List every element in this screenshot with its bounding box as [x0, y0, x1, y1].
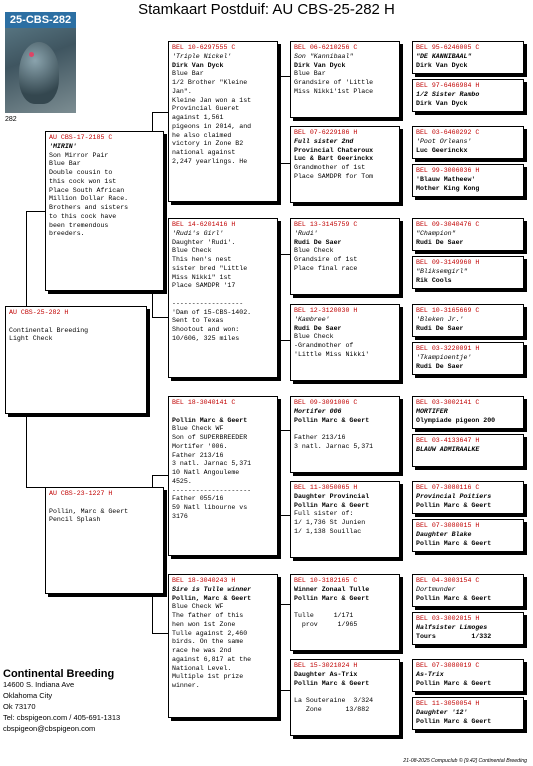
detail-line: Dirk Van Dyck [172, 61, 224, 69]
detail-line: 3 natl. Jarnac 5,371 [172, 460, 252, 468]
detail-line: Pollin Marc & Geert [416, 679, 492, 687]
detail-line: Pollin Marc & Geert [416, 539, 492, 547]
photo-label: 25-CBS-282 [5, 12, 76, 28]
breeder-info [3, 668, 120, 734]
detail-line: Full sister 2nd [294, 137, 354, 145]
detail-line: Rudi De Saer [294, 238, 342, 246]
ring-number: BEL 95-6246005 C [416, 44, 480, 51]
ring-number: BEL 07-6229186 H [294, 129, 358, 136]
detail-line: Blue Check [294, 333, 334, 341]
detail-line: Winner Zonaal Tulle [294, 585, 370, 593]
detail-line: Provincial Gueret [172, 105, 240, 113]
great-great-grandparent-card [412, 164, 524, 197]
sire-dam-card [168, 218, 278, 378]
detail-line: Jan". [172, 87, 192, 95]
connector [278, 690, 290, 691]
detail-line: Place SAMDPR for Tom [294, 172, 374, 180]
ring-number: AU CBS-23-1227 H [49, 490, 113, 497]
detail-line: Luc Geerinckx [416, 146, 468, 154]
detail-line: 3176 [172, 512, 188, 520]
detail-line: breeders. [49, 230, 85, 238]
detail-line: Multiple 1st prize [172, 673, 244, 681]
page-title: Stamkaart Postduif: AU CBS-25-282 H [138, 1, 395, 18]
detail-line: 4525. [172, 477, 192, 485]
ring-number: BEL 03-3002141 C [416, 399, 480, 406]
detail-line: victory in Zone B2 [172, 140, 244, 148]
detail-line: Brothers and sisters [49, 204, 129, 212]
great-great-grandparent-card [412, 79, 524, 112]
pigeon-details [172, 408, 274, 522]
connector [26, 487, 45, 488]
detail-line: Pollin, Marc & Geert [49, 507, 129, 515]
connector [152, 317, 168, 318]
detail-line: Pollin Marc & Geert [294, 501, 370, 509]
detail-line: Place final race [294, 264, 358, 272]
ring-number: BEL 10-3182165 C [294, 577, 358, 584]
detail-line: Rudi De Saer [294, 324, 342, 332]
ring-number: BEL 18-3040141 C [172, 399, 236, 406]
ring-number: BEL 06-6210256 C [294, 44, 358, 51]
detail-line: Daughter Blake [416, 530, 472, 538]
detail-line: race he was 2nd [172, 647, 232, 655]
detail-line: Blue Check [172, 247, 212, 255]
great-great-grandparent-card [412, 612, 524, 645]
footer: 21-08-2025 Compuclub © [9.42] Continental Breeding [403, 758, 527, 764]
subject-pigeon-card [5, 306, 147, 414]
great-great-grandparent-card [412, 659, 524, 692]
detail-line: 'Bleken Jr.' [416, 315, 464, 323]
dam-card [45, 487, 164, 594]
detail-line: 'Little Miss Nikki' [294, 350, 370, 358]
ring-number: BEL 11-3050065 H [294, 484, 358, 491]
detail-line: Son of SUPERBREEDER [172, 434, 248, 442]
detail-line: 10/606, 325 miles [172, 334, 240, 342]
ring-number: BEL 03-6460292 C [416, 129, 480, 136]
connector [152, 112, 168, 113]
great-grandparent-card [290, 481, 400, 558]
ring-number: BEL 13-3145759 C [294, 221, 358, 228]
detail-line: Dirk Van Dyck [294, 61, 346, 69]
detail-line: Tulle against 2,460 [172, 629, 248, 637]
great-grandparent-card [290, 659, 400, 736]
detail-line: Father 213/16 [172, 451, 224, 459]
connector [278, 430, 290, 431]
detail-line: Full sister of: [294, 510, 354, 518]
detail-line: Mother King Kong [416, 184, 480, 192]
detail-line: national against [172, 149, 236, 157]
detail-line: against 6,817 at the [172, 655, 252, 663]
great-great-grandparent-card [412, 396, 524, 429]
detail-line: Tulle 1/171 [294, 612, 354, 620]
detail-line: Blue Bar [172, 70, 204, 78]
pigeon-details [172, 53, 274, 167]
detail-line: 2,247 yearlings. He [172, 157, 248, 165]
photo-caption: 282 [5, 116, 17, 123]
detail-line: Olympiade pigeon 200 [416, 416, 496, 424]
pigeon-details [49, 499, 160, 525]
detail-line: Pencil Splash [49, 516, 101, 524]
ring-number: BEL 14-6201416 H [172, 221, 236, 228]
detail-line: 'Rudi' [294, 229, 318, 237]
detail-line: BLAUW ADMIRAALKE [416, 445, 480, 453]
detail-line: Place SAMDPR '17 [172, 282, 236, 290]
ring-number: AU CBS-25-282 H [9, 309, 69, 316]
great-great-grandparent-card [412, 574, 524, 607]
detail-line: Continental Breeding [9, 326, 89, 334]
connector [278, 340, 290, 341]
detail-line: Mortifer '006. [172, 442, 228, 450]
detail-line: 'Kambree' [294, 315, 330, 323]
detail-line: Daughter Provincial [294, 492, 370, 500]
detail-line: he also claimed [172, 131, 232, 139]
detail-line: Rudi De Saer [416, 238, 464, 246]
ring-number: BEL 15-3021024 H [294, 662, 358, 669]
detail-line: "Champion" [416, 229, 456, 237]
detail-line: Blue Check WF [172, 425, 224, 433]
detail-line: Pollin Marc & Geert [416, 594, 492, 602]
great-grandparent-card [290, 574, 400, 651]
detail-line: Blue Bar [294, 70, 326, 78]
detail-line: Oklahoma City [3, 690, 53, 700]
sire-sire-card [168, 41, 278, 202]
detail-line: 'Rudi's Girl' [172, 229, 224, 237]
detail-line: Father 055/16 [172, 495, 224, 503]
detail-line: Shootout and won: [172, 326, 240, 334]
detail-line: 10 Natl Angouleme [172, 469, 240, 477]
detail-line: Double cousin to [49, 169, 113, 177]
connector [26, 211, 45, 212]
ring-number: AU CBS-17-2185 C [49, 134, 113, 141]
detail-line: 14600 S. Indiana Ave [3, 680, 75, 689]
detail-line: Daughter 'Rudi'. [172, 238, 236, 246]
detail-line: Zone 13/882 [294, 705, 370, 713]
ring-number: BEL 03-3220091 H [416, 345, 480, 352]
detail-line: MORTIFER [416, 407, 448, 415]
detail-line: Pollin Marc & Geert [294, 594, 370, 602]
detail-line: 1/2 Brother "Kleine [172, 79, 248, 87]
detail-line: Sent to Texas [172, 317, 224, 325]
detail-line: "Bliksemgirl" [416, 267, 468, 275]
ring-number: BEL 18-3040243 H [172, 577, 236, 584]
detail-line: Rudi De Saer [416, 324, 464, 332]
detail-line: Son Mirror Pair [49, 151, 109, 159]
great-grandparent-card [290, 396, 400, 473]
dam-sire-card [168, 396, 278, 556]
detail-line: Pollin Marc & Geert [172, 416, 248, 424]
great-great-grandparent-card [412, 304, 524, 337]
pigeon-details [172, 586, 274, 691]
detail-line: 1/2 Sister Rambo [416, 90, 480, 98]
detail-line: National Level. [172, 664, 232, 672]
detail-line [9, 318, 143, 327]
detail-line [294, 688, 396, 697]
detail-line: hen won 1st Zone [172, 620, 236, 628]
detail-line: 'MIRIN' [49, 142, 77, 150]
detail-line: Tours 1/332 [416, 632, 492, 640]
detail-line: been tremendous [49, 221, 109, 229]
detail-line: As-Trix [416, 670, 444, 678]
connector [278, 254, 290, 255]
great-great-grandparent-card [412, 218, 524, 251]
ring-number: BEL 04-3003154 C [416, 577, 480, 584]
ring-number: BEL 11-3050054 H [416, 700, 480, 707]
detail-line [294, 603, 396, 612]
detail-line: Kleine Jan won a 1st [172, 96, 252, 104]
great-great-grandparent-card [412, 256, 524, 289]
detail-line: "DE KANNIBAAL" [416, 52, 472, 60]
detail-line: sister bred "Little [172, 264, 248, 272]
detail-line: La Souteraine 3/324 [294, 697, 374, 705]
ring-number: BEL 10-3165669 C [416, 307, 480, 314]
detail-line: 'Tkampioentje' [416, 353, 472, 361]
ring-number: BEL 99-3006036 H [416, 167, 480, 174]
pigeon-photo [5, 12, 76, 113]
great-great-grandparent-card [412, 481, 524, 514]
detail-line: Pollin Marc & Geert [416, 717, 492, 725]
detail-line: Place South African [49, 186, 125, 194]
detail-line: Son "Kannibaal" [294, 52, 354, 60]
detail-line: -------------------- [172, 486, 252, 494]
detail-line: Pollin Marc & Geert [294, 416, 370, 424]
detail-line: Blue Check [294, 247, 334, 255]
detail-line: 'Dam of 15-CBS-1402. [172, 308, 252, 316]
detail-line: 'Triple Nickel' [172, 52, 232, 60]
great-grandparent-card [290, 41, 400, 118]
great-grandparent-card [290, 304, 400, 381]
detail-line: Blue Bar [49, 160, 81, 168]
detail-line: 59 Natl libourne vs [172, 504, 248, 512]
ring-number: BEL 10-6297555 C [172, 44, 236, 51]
great-great-grandparent-card [412, 41, 524, 74]
detail-line: birds. On the same [172, 638, 244, 646]
detail-line: Grandmother of 1st [294, 164, 366, 172]
detail-line: Grandsire of 1st [294, 256, 358, 264]
ring-number: BEL 97-6466984 H [416, 82, 480, 89]
connector [152, 475, 168, 476]
great-grandparent-card [290, 218, 400, 295]
detail-line: 'Blauw Matheew' [416, 175, 476, 183]
ring-number: BEL 07-3080015 H [416, 522, 480, 529]
detail-line: Luc & Bart Geerinckx [294, 155, 374, 163]
detail-line: Daughter '12' [416, 708, 468, 716]
connector [278, 515, 290, 516]
dam-dam-card [168, 574, 278, 718]
ring-number: BEL 12-3120030 H [294, 307, 358, 314]
breeder-address [3, 680, 120, 734]
detail-line: 1/ 1,138 Souillac [294, 527, 362, 535]
detail-line: Father 213/16 [294, 434, 346, 442]
detail-line: 3 natl. Jarnac 5,371 [294, 442, 374, 450]
great-great-grandparent-card [412, 697, 524, 730]
detail-line [49, 499, 160, 508]
detail-line: Rik Cools [416, 276, 452, 284]
connector [152, 633, 168, 634]
detail-line: Pollin Marc & Geert [416, 501, 492, 509]
detail-line: 1/ 1,736 St Junien [294, 519, 366, 527]
detail-line: cbspigeon@cbspigeon.com [3, 723, 96, 733]
great-great-grandparent-card [412, 126, 524, 159]
ring-number: BEL 07-3080116 C [416, 484, 480, 491]
detail-line: pigeons in 2014, and [172, 122, 252, 130]
ring-number: BEL 09-3091006 C [294, 399, 358, 406]
connector [278, 76, 290, 77]
detail-line: 'Poot Orleans' [416, 137, 472, 145]
detail-line [294, 425, 396, 434]
detail-line: Sire is Tulle winner [172, 585, 252, 593]
detail-line: Grandsire of 'Little [294, 79, 374, 87]
great-great-grandparent-card [412, 342, 524, 375]
detail-line: against 1,561 [172, 114, 224, 122]
detail-line: to this cock have [49, 212, 117, 220]
ring-number: BEL 09-3040476 C [416, 221, 480, 228]
sire-card [45, 131, 164, 291]
detail-line: Provincial Poitiers [416, 492, 492, 500]
ring-number: BEL 07-3080019 C [416, 662, 480, 669]
pigeon-eye [29, 52, 34, 57]
detail-line: Million Dollar Race. [49, 195, 129, 203]
detail-line: Miss Nikki'1st Place [294, 87, 374, 95]
pigeon-details [49, 143, 160, 239]
detail-line: winner. [172, 682, 200, 690]
detail-line: This hen's nest [172, 256, 232, 264]
detail-line: prov 1/965 [294, 620, 358, 628]
great-great-grandparent-card [412, 434, 524, 467]
detail-line: Mortifer 006 [294, 407, 342, 415]
connector [278, 163, 290, 164]
detail-line: Light Check [9, 335, 53, 343]
detail-line [172, 408, 274, 417]
connector [278, 604, 290, 605]
detail-line: Provincial Chateroux [294, 146, 374, 154]
detail-line: Daughter As-Trix [294, 670, 358, 678]
ring-number: BEL 03-3002015 H [416, 615, 480, 622]
detail-line: Dirk Van Dyck [416, 99, 468, 107]
detail-line: -Grandmother of [294, 342, 354, 350]
detail-line: Rudi De Saer [416, 362, 464, 370]
detail-line: Halfsister Limoges [416, 623, 488, 631]
detail-line: this cock won 1st [49, 177, 117, 185]
ring-number: BEL 09-3149960 H [416, 259, 480, 266]
detail-line: Miss Nikki" 1st [172, 273, 232, 281]
pigeon-image [19, 42, 59, 104]
breeder-name: Continental Breeding [3, 668, 115, 680]
detail-line: Pollin Marc & Geert [294, 679, 370, 687]
detail-line: Dortmunder [416, 585, 456, 593]
detail-line: Pollin, Marc & Geert [172, 594, 252, 602]
pigeon-details [9, 318, 143, 344]
detail-line: Tel: cbspigeon.com / 405-691-1313 [3, 712, 121, 722]
detail-line [172, 291, 274, 300]
detail-line: Blue Check WF [172, 603, 224, 611]
detail-line: The father of this [172, 612, 244, 620]
detail-line: Dirk Van Dyck [416, 61, 468, 69]
ring-number: BEL 03-4133647 H [416, 437, 480, 444]
great-grandparent-card [290, 126, 400, 203]
pigeon-details [172, 230, 274, 344]
detail-line: ------------------ [172, 299, 244, 307]
great-great-grandparent-card [412, 519, 524, 552]
detail-line: Ok 73170 [3, 701, 36, 711]
